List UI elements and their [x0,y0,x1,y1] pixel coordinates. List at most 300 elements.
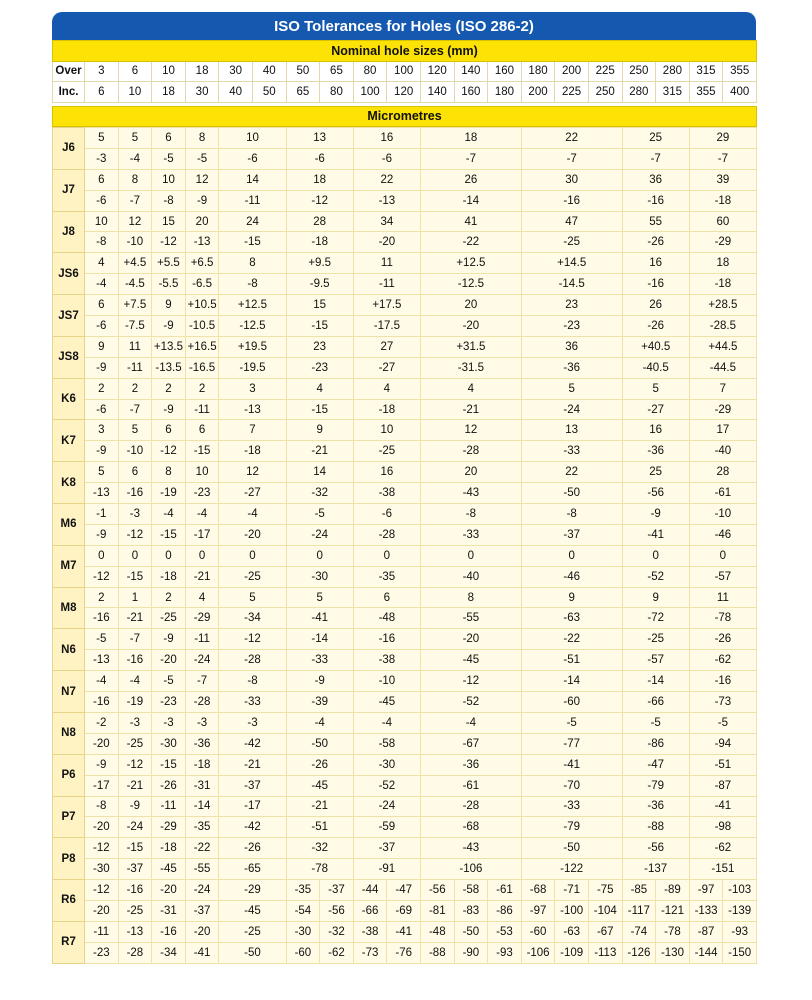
deviation-upper-cell: -17 [219,796,286,817]
deviation-lower-cell: -21 [420,399,521,420]
deviation-upper-cell: 2 [85,378,119,399]
deviation-upper-cell: -67 [588,921,622,942]
deviation-lower-cell: -144 [689,942,723,963]
over-size-cell: 10 [152,61,186,82]
deviation-lower-cell: -66 [622,692,689,713]
deviation-lower-cell: -68 [420,817,521,838]
deviation-lower-cell: -37 [521,524,622,545]
deviation-upper-cell: -8 [521,504,622,525]
deviation-lower-cell: -87 [689,775,756,796]
deviation-upper-cell: -50 [454,921,488,942]
deviation-lower-cell: -51 [286,817,353,838]
deviation-lower-cell: -29 [689,232,756,253]
grade-label: K7 [53,420,85,462]
deviation-upper-cell: -10 [689,504,756,525]
deviation-lower-cell: -97 [521,900,555,921]
deviation-upper-cell: -12 [118,754,152,775]
deviation-upper-cell: 41 [420,211,521,232]
deviation-upper-cell: -63 [555,921,589,942]
deviation-lower-cell: -7 [521,148,622,169]
grade-label: JS7 [53,295,85,337]
deviation-lower-cell: -6 [85,399,119,420]
deviation-lower-cell: -7 [622,148,689,169]
deviation-upper-cell: +6.5 [185,253,219,274]
deviation-upper-cell: -20 [185,921,219,942]
deviation-upper-cell: -9 [85,754,119,775]
deviation-upper-cell: 5 [85,128,119,149]
grade-upper-row [53,253,757,274]
grade-lower-row [53,274,757,295]
deviation-lower-cell: -26 [622,232,689,253]
deviation-lower-cell: -46 [521,566,622,587]
grade-upper-row [53,545,757,566]
deviation-lower-cell: -78 [286,859,353,880]
deviation-lower-cell: -12.5 [420,274,521,295]
deviation-upper-cell: -7 [185,671,219,692]
deviation-lower-cell: -130 [656,942,690,963]
deviation-lower-cell: -77 [521,733,622,754]
deviation-upper-cell: 5 [118,128,152,149]
deviation-upper-cell: -9 [152,629,186,650]
deviation-upper-cell: 0 [185,545,219,566]
inc-size-cell: 120 [387,82,421,103]
deviation-upper-cell: 0 [118,545,152,566]
deviation-lower-cell: -9 [85,357,119,378]
deviation-upper-cell: 8 [152,462,186,483]
deviation-upper-cell: 14 [219,169,286,190]
deviation-lower-cell: -38 [353,650,420,671]
deviation-upper-cell: 4 [85,253,119,274]
grade-label: P6 [53,754,85,796]
deviation-upper-cell: -16 [118,880,152,901]
over-size-cell: 200 [555,61,589,82]
deviation-upper-cell: -9 [622,504,689,525]
deviation-lower-cell: -106 [420,859,521,880]
inc-size-cell: 80 [320,82,354,103]
deviation-lower-cell: -25 [118,733,152,754]
deviation-lower-cell: -13 [185,232,219,253]
deviation-lower-cell: -79 [622,775,689,796]
deviation-lower-cell: -21 [118,608,152,629]
deviation-upper-cell: 60 [689,211,756,232]
deviation-lower-cell: -31 [152,900,186,921]
deviation-lower-cell: -15 [185,441,219,462]
deviation-lower-cell: -51 [521,650,622,671]
deviation-upper-cell: -4 [420,712,521,733]
inc-size-cell: 140 [420,82,454,103]
deviation-lower-cell: -17 [185,524,219,545]
deviation-upper-cell: 7 [689,378,756,399]
deviation-upper-cell: -18 [152,838,186,859]
deviation-lower-cell: -151 [689,859,756,880]
deviation-upper-cell: -97 [689,880,723,901]
grade-upper-row [53,295,757,316]
deviation-upper-cell: -16 [353,629,420,650]
deviation-upper-cell: 9 [521,587,622,608]
deviation-lower-cell: -40 [689,441,756,462]
deviation-upper-cell: 12 [420,420,521,441]
deviation-lower-cell: -41 [286,608,353,629]
deviation-lower-cell: -16 [622,190,689,211]
over-size-cell: 100 [387,61,421,82]
deviation-lower-cell: -5 [152,148,186,169]
deviation-lower-cell: -90 [454,942,488,963]
deviation-lower-cell: -44.5 [689,357,756,378]
deviation-lower-cell: -27 [622,399,689,420]
deviation-upper-cell: 9 [85,336,119,357]
deviation-upper-cell: -5 [85,629,119,650]
grade-lower-row [53,900,757,921]
deviation-upper-cell: -61 [488,880,522,901]
deviation-upper-cell: -58 [454,880,488,901]
deviation-lower-cell: -25 [118,900,152,921]
deviation-upper-cell: -62 [689,838,756,859]
deviation-lower-cell: -18 [286,232,353,253]
deviation-lower-cell: -11 [219,190,286,211]
deviation-lower-cell: -14 [420,190,521,211]
deviation-lower-cell: -16.5 [185,357,219,378]
deviation-upper-cell: -22 [521,629,622,650]
deviation-upper-cell: -2 [85,712,119,733]
grade-label: N7 [53,671,85,713]
deviation-lower-cell: -4.5 [118,274,152,295]
deviation-lower-cell: -12.5 [219,316,286,337]
over-size-cell: 18 [185,61,219,82]
deviation-lower-cell: -66 [353,900,387,921]
grade-lower-row [53,357,757,378]
deviation-upper-cell: -87 [689,921,723,942]
deviation-lower-cell: -40.5 [622,357,689,378]
deviation-upper-cell: -38 [353,921,387,942]
deviation-lower-cell: -104 [588,900,622,921]
deviation-upper-cell: -4 [152,504,186,525]
deviation-lower-cell: -40 [420,566,521,587]
grade-label: M6 [53,504,85,546]
deviation-upper-cell: -22 [185,838,219,859]
deviation-lower-cell: -20 [152,650,186,671]
deviation-upper-cell: 8 [219,253,286,274]
micrometres-header: Micrometres [53,106,757,127]
grade-lower-row [53,650,757,671]
deviation-lower-cell: -121 [656,900,690,921]
deviation-upper-cell: -5 [689,712,756,733]
deviation-upper-cell: -3 [219,712,286,733]
deviation-lower-cell: -13 [219,399,286,420]
deviation-upper-cell: -13 [118,921,152,942]
deviation-upper-cell: 10 [219,128,286,149]
deviation-lower-cell: -133 [689,900,723,921]
deviation-upper-cell: 0 [286,545,353,566]
deviation-upper-cell: 20 [420,295,521,316]
deviation-lower-cell: -7 [420,148,521,169]
deviation-lower-cell: -15 [152,524,186,545]
deviation-lower-cell: -19.5 [219,357,286,378]
deviation-upper-cell: 5 [85,462,119,483]
deviation-lower-cell: -54 [286,900,320,921]
deviation-lower-cell: -15 [219,232,286,253]
deviation-upper-cell: 0 [353,545,420,566]
deviation-upper-cell: -5 [622,712,689,733]
deviation-upper-cell: -3 [118,504,152,525]
deviation-lower-cell: -4 [118,148,152,169]
deviation-upper-cell: 30 [521,169,622,190]
deviation-upper-cell: 16 [622,253,689,274]
deviation-lower-cell: -9 [152,316,186,337]
deviation-upper-cell: 6 [185,420,219,441]
deviation-lower-cell: -11 [118,357,152,378]
deviation-lower-cell: -37 [219,775,286,796]
deviation-upper-cell: -51 [689,754,756,775]
deviation-upper-cell: 22 [521,462,622,483]
deviation-lower-cell: -30 [286,566,353,587]
grade-lower-row [53,942,757,963]
inc-size-cell: 65 [286,82,320,103]
grade-lower-row [53,692,757,713]
deviation-lower-cell: -11 [185,399,219,420]
deviation-upper-cell: -29 [219,880,286,901]
deviation-lower-cell: -22 [420,232,521,253]
deviation-upper-cell: 7 [219,420,286,441]
deviation-lower-cell: -24 [118,817,152,838]
deviation-upper-cell: -16 [152,921,186,942]
deviation-lower-cell: -23 [286,357,353,378]
grade-label: JS8 [53,336,85,378]
deviation-upper-cell: -26 [219,838,286,859]
deviation-lower-cell: -10.5 [185,316,219,337]
deviation-lower-cell: -52 [622,566,689,587]
deviation-lower-cell: -25 [152,608,186,629]
deviation-lower-cell: -86 [488,900,522,921]
over-size-cell: 140 [454,61,488,82]
grade-upper-row [53,336,757,357]
deviation-upper-cell: 10 [85,211,119,232]
deviation-lower-cell: -13 [85,483,119,504]
deviation-lower-cell: -26 [622,316,689,337]
deviation-lower-cell: -9 [85,524,119,545]
deviation-lower-cell: -16 [521,190,622,211]
inc-size-cell: 30 [185,82,219,103]
deviation-lower-cell: -20 [353,232,420,253]
deviation-lower-cell: -55 [185,859,219,880]
over-size-cell: 355 [723,61,757,82]
sheet-title: ISO Tolerances for Holes (ISO 286-2) [52,12,756,40]
grade-upper-row [53,754,757,775]
deviation-upper-cell: 25 [622,128,689,149]
deviation-lower-cell: -28 [118,942,152,963]
deviation-upper-cell: 18 [420,128,521,149]
deviation-upper-cell: +19.5 [219,336,286,357]
grade-lower-row [53,148,757,169]
deviation-lower-cell: -5 [185,148,219,169]
deviation-upper-cell: 6 [85,169,119,190]
deviation-lower-cell: -33 [420,524,521,545]
deviation-lower-cell: -23 [185,483,219,504]
deviation-upper-cell: -10 [353,671,420,692]
deviation-upper-cell: 5 [622,378,689,399]
grade-upper-row [53,420,757,441]
deviation-lower-cell: -61 [689,483,756,504]
deviation-upper-cell: -9 [118,796,152,817]
over-size-cell: 40 [252,61,286,82]
deviation-upper-cell: 5 [286,587,353,608]
deviation-upper-cell: -56 [420,880,454,901]
deviation-upper-cell: 10 [152,169,186,190]
deviation-lower-cell: -76 [387,942,421,963]
deviation-upper-cell: -56 [622,838,689,859]
grade-lower-row [53,316,757,337]
deviation-upper-cell: -60 [521,921,555,942]
deviation-upper-cell: -4 [219,504,286,525]
deviation-lower-cell: -16 [118,483,152,504]
deviation-upper-cell: -71 [555,880,589,901]
deviation-lower-cell: -6 [85,316,119,337]
deviation-upper-cell: 6 [353,587,420,608]
grade-label: J6 [53,128,85,170]
deviation-lower-cell: -12 [152,232,186,253]
deviation-lower-cell: -15 [286,316,353,337]
deviation-upper-cell: -37 [320,880,354,901]
grade-label: J8 [53,211,85,253]
deviation-lower-cell: -30 [152,733,186,754]
deviation-lower-cell: -98 [689,817,756,838]
deviation-lower-cell: -36 [521,357,622,378]
deviation-lower-cell: -60 [286,942,320,963]
deviation-lower-cell: -113 [588,942,622,963]
deviation-upper-cell: -85 [622,880,656,901]
deviation-upper-cell: 11 [353,253,420,274]
deviation-lower-cell: -20 [85,733,119,754]
deviation-lower-cell: -19 [118,692,152,713]
deviation-upper-cell: -8 [219,671,286,692]
over-size-cell: 50 [286,61,320,82]
inc-size-cell: 100 [353,82,387,103]
deviation-lower-cell: -9.5 [286,274,353,295]
inc-label: Inc. [53,82,85,103]
deviation-upper-cell: 22 [521,128,622,149]
deviation-upper-cell: 16 [353,128,420,149]
deviation-lower-cell: -137 [622,859,689,880]
deviation-upper-cell: 6 [85,295,119,316]
tolerance-table [52,127,757,964]
deviation-upper-cell: 16 [353,462,420,483]
deviation-upper-cell: 22 [353,169,420,190]
deviation-lower-cell: -57 [622,650,689,671]
deviation-lower-cell: -79 [521,817,622,838]
deviation-lower-cell: -109 [555,942,589,963]
deviation-lower-cell: -88 [420,942,454,963]
deviation-upper-cell: -21 [286,796,353,817]
deviation-upper-cell: -7 [118,629,152,650]
deviation-upper-cell: 11 [689,587,756,608]
deviation-upper-cell: -47 [387,880,421,901]
grade-lower-row [53,232,757,253]
inc-size-cell: 400 [723,82,757,103]
deviation-upper-cell: -32 [286,838,353,859]
deviation-upper-cell: +4.5 [118,253,152,274]
deviation-upper-cell: 0 [85,545,119,566]
over-label: Over [53,61,85,82]
deviation-lower-cell: -28 [185,692,219,713]
deviation-lower-cell: -69 [387,900,421,921]
deviation-lower-cell: -27 [353,357,420,378]
deviation-lower-cell: -3 [85,148,119,169]
deviation-upper-cell: 9 [286,420,353,441]
deviation-upper-cell: -3 [152,712,186,733]
deviation-lower-cell: -15 [286,399,353,420]
deviation-lower-cell: -63 [521,608,622,629]
deviation-upper-cell: 0 [622,545,689,566]
deviation-upper-cell: 14 [286,462,353,483]
deviation-upper-cell: 2 [152,587,186,608]
deviation-upper-cell: -4 [118,671,152,692]
deviation-upper-cell: 17 [689,420,756,441]
deviation-upper-cell: +5.5 [152,253,186,274]
deviation-upper-cell: +17.5 [353,295,420,316]
deviation-upper-cell: -15 [118,838,152,859]
deviation-upper-cell: -68 [521,880,555,901]
deviation-lower-cell: -10 [118,441,152,462]
grade-upper-row [53,169,757,190]
deviation-lower-cell: -42 [219,733,286,754]
deviation-lower-cell: -36 [185,733,219,754]
deviation-upper-cell: 9 [622,587,689,608]
deviation-lower-cell: -6 [353,148,420,169]
deviation-lower-cell: -33 [286,650,353,671]
deviation-lower-cell: -21 [118,775,152,796]
deviation-upper-cell: 34 [353,211,420,232]
deviation-lower-cell: -31.5 [420,357,521,378]
deviation-lower-cell: -34 [219,608,286,629]
inc-size-cell: 50 [252,82,286,103]
deviation-upper-cell: 36 [622,169,689,190]
deviation-lower-cell: -12 [85,566,119,587]
deviation-upper-cell: 12 [185,169,219,190]
deviation-upper-cell: -50 [521,838,622,859]
deviation-lower-cell: -7 [118,190,152,211]
deviation-upper-cell: 29 [689,128,756,149]
deviation-upper-cell: -1 [85,504,119,525]
deviation-upper-cell: 10 [353,420,420,441]
deviation-upper-cell: 3 [85,420,119,441]
deviation-lower-cell: -23 [152,692,186,713]
deviation-lower-cell: -58 [353,733,420,754]
deviation-upper-cell: -28 [420,796,521,817]
deviation-lower-cell: -25 [219,566,286,587]
deviation-upper-cell: 28 [286,211,353,232]
deviation-upper-cell: 6 [152,128,186,149]
deviation-upper-cell: -4 [286,712,353,733]
grade-lower-row [53,566,757,587]
inc-size-cell: 6 [85,82,119,103]
deviation-lower-cell: -25 [521,232,622,253]
deviation-upper-cell: 28 [689,462,756,483]
deviation-lower-cell: -23 [521,316,622,337]
deviation-lower-cell: -17.5 [353,316,420,337]
grade-lower-row [53,524,757,545]
grade-label: P7 [53,796,85,838]
deviation-upper-cell: +16.5 [185,336,219,357]
deviation-lower-cell: -117 [622,900,656,921]
deviation-upper-cell: -6 [353,504,420,525]
deviation-lower-cell: -45 [353,692,420,713]
deviation-lower-cell: -65 [219,859,286,880]
deviation-lower-cell: -78 [689,608,756,629]
deviation-lower-cell: -16 [118,650,152,671]
grade-label: N8 [53,712,85,754]
deviation-lower-cell: -48 [353,608,420,629]
deviation-upper-cell: -35 [286,880,320,901]
deviation-lower-cell: -36 [622,441,689,462]
